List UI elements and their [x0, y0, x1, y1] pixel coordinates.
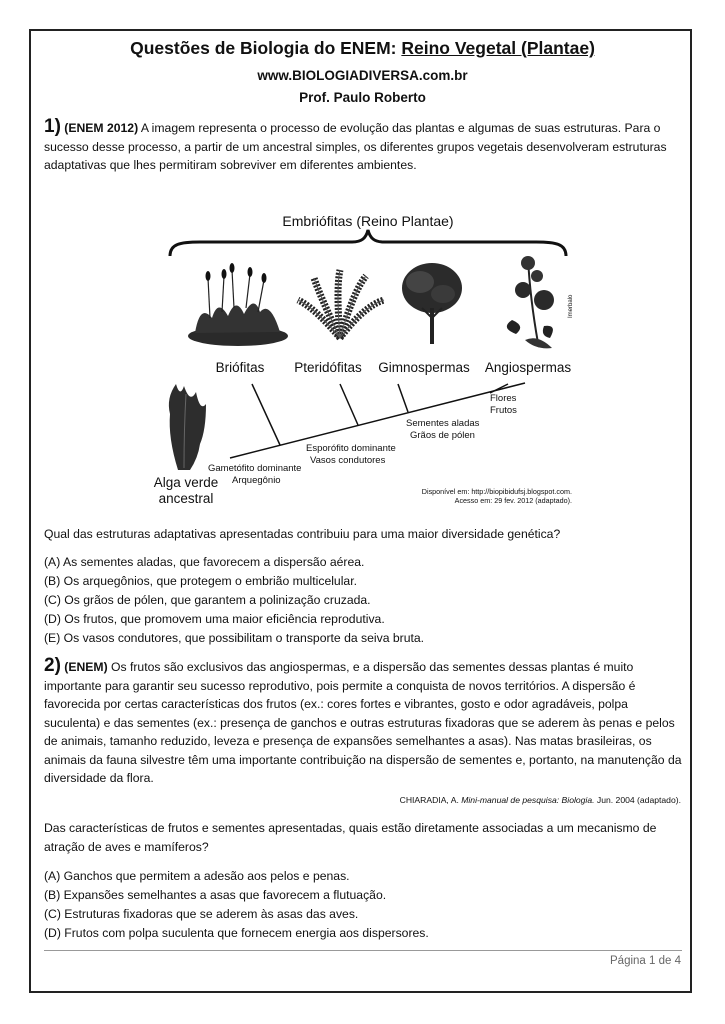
ancestor-label-line-2: ancestral	[158, 491, 214, 506]
figure-title: Embriófitas (Reino Plantae)	[282, 213, 454, 229]
ancestor-label-line-1: Alga verde	[153, 475, 219, 490]
trait-gametofito: Gametófito dominante	[208, 463, 302, 474]
bryophyte-illustration	[188, 263, 288, 346]
trait-arquegonio: Arquegônio	[232, 475, 281, 486]
trait-graos: Grãos de pólen	[410, 430, 475, 441]
question-1-options	[44, 553, 684, 648]
citation-rest: Jun. 2004 (adaptado).	[594, 795, 681, 805]
question-1-statement	[44, 118, 684, 175]
trait-sementes: Sementes aladas	[406, 418, 480, 429]
q2-option-b[interactable]: (B) Expansões semelhantes a asas que favorecem a flutuação.	[44, 888, 387, 902]
trait-esporofito: Esporófito dominante	[306, 443, 396, 454]
question-1-number: 1)	[44, 116, 61, 137]
q1-option-b[interactable]: (B) Os arquegônios, que protegem o embrião multicelular.	[44, 574, 357, 588]
figure-source-line-2: Acesso em: 29 fev. 2012 (adaptado).	[454, 496, 572, 505]
page-number: Página 1 de 4	[610, 955, 681, 967]
q1-option-c[interactable]: (C) Os grãos de pólen, que garantem a polinização cruzada.	[44, 593, 371, 607]
question-1-prompt: Qual das estruturas adaptativas apresentadas contribuiu para uma maior diversidade genética?	[44, 527, 561, 541]
group-label-gimnospermas: Gimnospermas	[378, 360, 470, 375]
trait-flores: Flores	[490, 393, 517, 404]
question-1-source: (ENEM 2012)	[64, 121, 139, 135]
evolution-figure	[140, 208, 585, 510]
q2-option-a[interactable]: (A) Ganchos que permitem a adesão aos pelos e penas.	[44, 869, 350, 883]
q2-option-d[interactable]: (D) Frutos com polpa suculenta que fornecem energia aos dispersores.	[44, 926, 429, 940]
question-2-text: Os frutos são exclusivos das angiospermas, e a dispersão das sementes dessas plantas é muito importante para garantir seu sucesso reprodutivo, pois permite a conquista de novos territórios. A dispersão é favorecida por certas características dos frutos (ex.: cores fortes e vibrantes, gosto e odor agradáveis, polpa suculenta) e das sementes (ex.: presença de ganchos e outras estruturas fixadoras que se aderem às penas e pelos de animais, tamanho reduzido, leveza e presença de expansões semelhantes a asas). Nas matas brasileiras, os animais da fauna silvestre têm uma importante contribuição na dispersão de sementes e, portanto, na manutenção da diversidade da flora.	[44, 660, 682, 785]
question-2-source: (ENEM)	[64, 660, 108, 674]
title-topic: Reino Vegetal (Plantae)	[401, 38, 595, 58]
website-text: www.BIOLOGIADIVERSA.com.br	[257, 68, 468, 83]
author-text: Prof. Paulo Roberto	[299, 90, 426, 105]
question-2-citation	[400, 795, 681, 805]
citation-title: Mini-manual de pesquisa: Biologia.	[461, 795, 595, 805]
figure-credit: Imerbalo	[568, 294, 574, 318]
trait-frutos: Frutos	[490, 405, 517, 416]
group-label-pteridofitas: Pteridófitas	[294, 360, 362, 375]
figure-brace	[170, 230, 566, 256]
question-2-options	[44, 867, 684, 943]
q1-option-e[interactable]: (E) Os vasos condutores, que possibilitam o transporte da seiva bruta.	[44, 631, 425, 645]
alga-illustration	[169, 384, 206, 470]
group-label-angiospermas: Angiospermas	[484, 360, 572, 375]
question-2-prompt: Das características de frutos e sementes apresentadas, quais estão diretamente associadas a um mecanismo de atração de aves e mamíferos?	[44, 821, 657, 854]
question-2-number: 2)	[44, 655, 61, 676]
footer-divider	[44, 950, 682, 951]
q1-option-a[interactable]: (A) As sementes aladas, que favorecem a dispersão aérea.	[44, 555, 365, 569]
gymnosperm-illustration	[402, 263, 462, 344]
trait-vasos: Vasos condutores	[310, 455, 386, 466]
citation-author: CHIARADIA, A.	[399, 795, 462, 805]
page-title	[0, 38, 725, 59]
q2-option-c[interactable]: (C) Estruturas fixadoras que se aderem às asas das aves.	[44, 907, 359, 921]
angiosperm-illustration	[507, 256, 554, 348]
q1-option-d[interactable]: (D) Os frutos, que promovem uma maior eficiência reprodutiva.	[44, 612, 385, 626]
figure-source-line-1: Disponível em: http://biopibidufsj.blogspot.com.	[421, 487, 572, 496]
title-prefix: Questões de Biologia do ENEM:	[130, 38, 402, 58]
question-2-statement	[44, 657, 684, 788]
group-label-briofitas: Briófitas	[215, 360, 265, 375]
fern-illustration	[298, 270, 384, 338]
question-1-text: A imagem representa o processo de evolução das plantas e algumas de suas estruturas. Para o sucesso desse processo, a partir de um ancestral simples, os diferentes grupos vegetais desenvolveram estruturas adaptativas que lhes permitiram sobreviver em diferentes ambientes.	[44, 121, 667, 172]
